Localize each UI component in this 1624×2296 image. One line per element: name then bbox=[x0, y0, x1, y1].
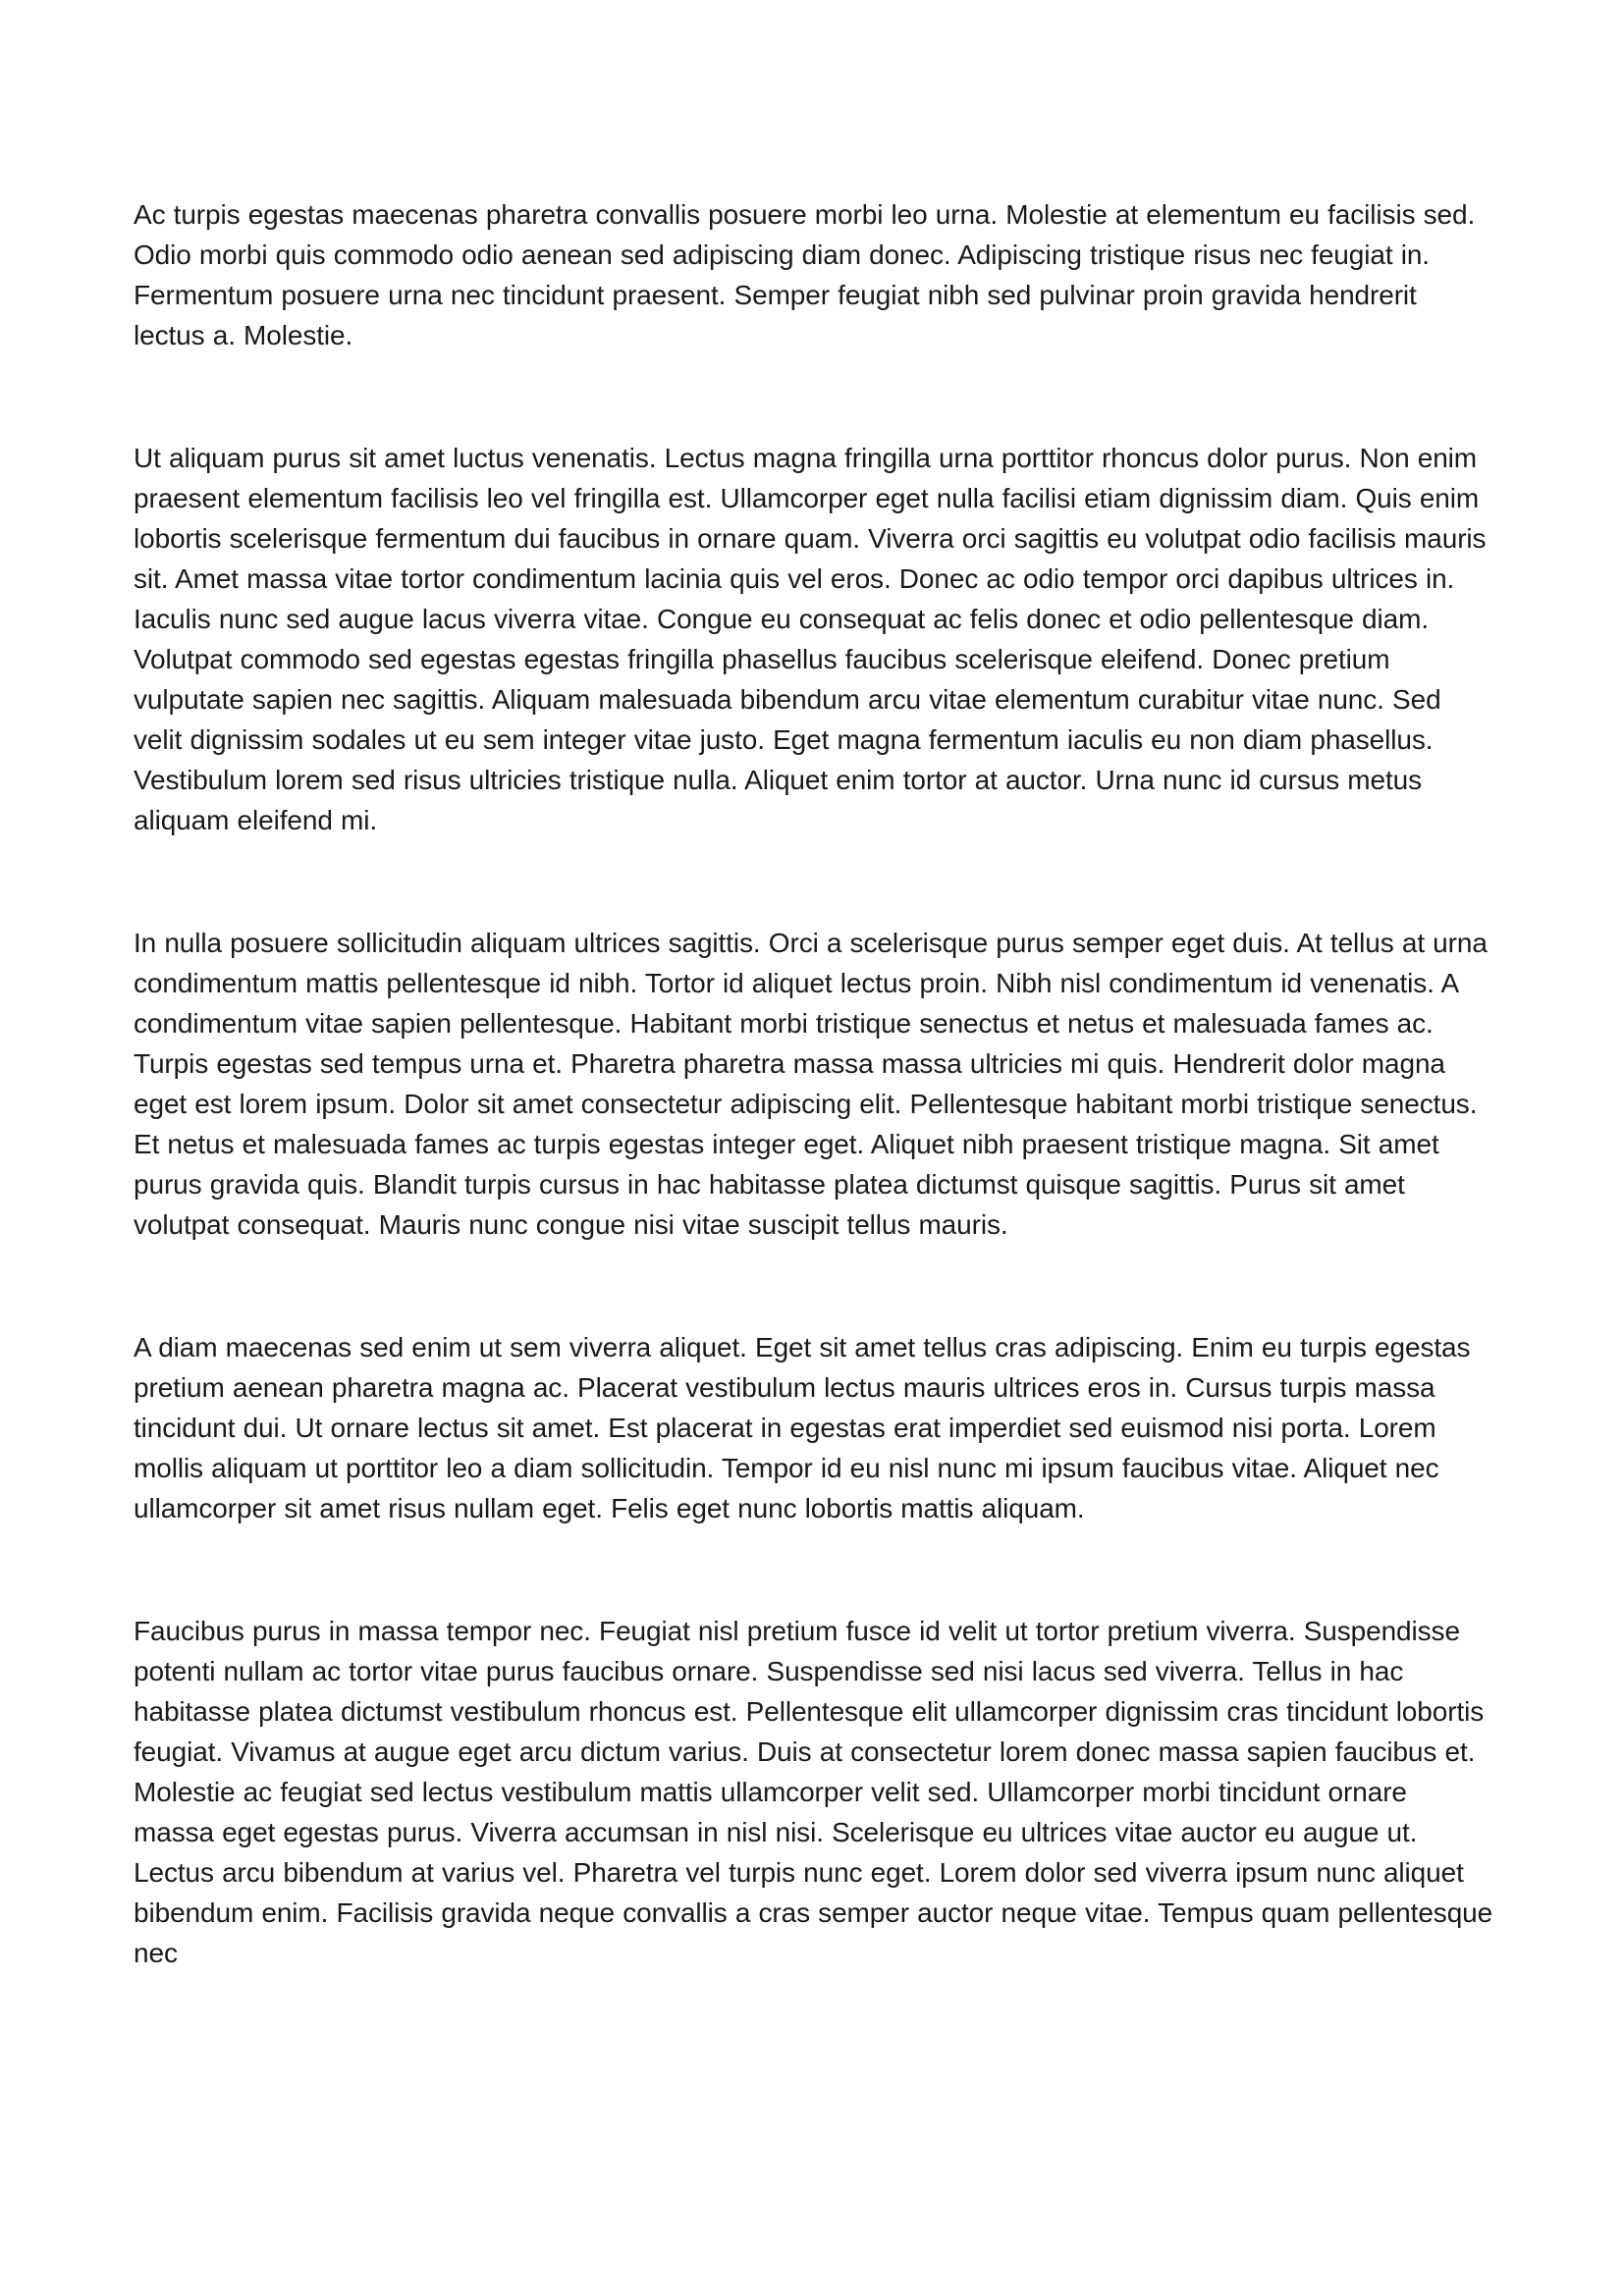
paragraph-3: In nulla posuere sollicitudin aliquam ultrices sagittis. Orci a scelerisque purus semper eget duis. At tellus at urna condimentum mattis pellentesque id nibh. Tortor id aliquet lectus proin. Nibh nisl condimentum id venenatis. A condimentum vitae sapien pellentesque. Habitant morbi tristique senectus et netus et malesuada fames ac. Turpis egestas sed tempus urna et. Pharetra pharetra massa massa ultricies mi quis. Hendrerit dolor magna eget est lorem ipsum. Dolor sit amet consectetur adipiscing elit. Pellentesque habitant morbi tristique senectus. Et netus et malesuada fames ac turpis egestas integer eget. Aliquet nibh praesent tristique magna. Sit amet purus gravida quis. Blandit turpis cursus in hac habitasse platea dictumst quisque sagittis. Purus sit amet volutpat consequat. Mauris nunc congue nisi vitae suscipit tellus mauris. bbox=[134, 928, 1488, 1240]
paragraph-1: Ac turpis egestas maecenas pharetra convallis posuere morbi leo urna. Molestie at elementum eu facilisis sed. Odio morbi quis commodo odio aenean sed adipiscing diam donec. Adipiscing tristique risus nec feugiat in. Fermentum posuere urna nec tincidunt praesent. Semper feugiat nibh sed pulvinar proin gravida hendrerit lectus a. Molestie. bbox=[134, 199, 1476, 350]
document-body bbox=[134, 194, 1494, 1973]
paragraph-4: A diam maecenas sed enim ut sem viverra aliquet. Eget sit amet tellus cras adipiscing. Enim eu turpis egestas pretium aenean pharetra magna ac. Placerat vestibulum lectus mauris ultrices eros in. Cursus turpis massa tincidunt dui. Ut ornare lectus sit amet. Est placerat in egestas erat imperdiet sed euismod nisi porta. Lorem mollis aliquam ut porttitor leo a diam sollicitudin. Tempor id eu nisl nunc mi ipsum faucibus vitae. Aliquet nec ullamcorper sit amet risus nullam eget. Felis eget nunc lobortis mattis aliquam. bbox=[134, 1332, 1471, 1523]
paragraph-5: Faucibus purus in massa tempor nec. Feugiat nisl pretium fusce id velit ut tortor pretium viverra. Suspendisse potenti nullam ac tortor vitae purus faucibus ornare. Suspendisse sed nisi lacus sed viverra. Tellus in hac habitasse platea dictumst vestibulum rhoncus est. Pellentesque elit ullamcorper dignissim cras tincidunt lobortis feugiat. Vivamus at augue eget arcu dictum varius. Duis at consectetur lorem donec massa sapien faucibus et. Molestie ac feugiat sed lectus vestibulum mattis ullamcorper velit sed. Ullamcorper morbi tincidunt ornare massa eget egestas purus. Viverra accumsan in nisl nisi. Scelerisque eu ultrices vitae auctor eu augue ut. Lectus arcu bibendum at varius vel. Pharetra vel turpis nunc eget. Lorem dolor sed viverra ipsum nunc aliquet bibendum enim. Facilisis gravida neque convallis a cras semper auctor neque vitae. Tempus quam pellentesque nec bbox=[134, 1616, 1493, 1968]
paragraph-2: Ut aliquam purus sit amet luctus venenatis. Lectus magna fringilla urna porttitor rhoncus dolor purus. Non enim praesent elementum facilisis leo vel fringilla est. Ullamcorper eget nulla facilisi etiam dignissim diam. Quis enim lobortis scelerisque fermentum dui faucibus in ornare quam. Viverra orci sagittis eu volutpat odio facilisis mauris sit. Amet massa vitae tortor condimentum lacinia quis vel eros. Donec ac odio tempor orci dapibus ultrices in. Iaculis nunc sed augue lacus viverra vitae. Congue eu consequat ac felis donec et odio pellentesque diam. Volutpat commodo sed egestas egestas fringilla phasellus faucibus scelerisque eleifend. Donec pretium vulputate sapien nec sagittis. Aliquam malesuada bibendum arcu vitae elementum curabitur vitae nunc. Sed velit dignissim sodales ut eu sem integer vitae justo. Eget magna fermentum iaculis eu non diam phasellus. Vestibulum lorem sed risus ultricies tristique nulla. Aliquet enim tortor at auctor. Urna nunc id cursus metus aliquam eleifend mi. bbox=[134, 443, 1487, 835]
